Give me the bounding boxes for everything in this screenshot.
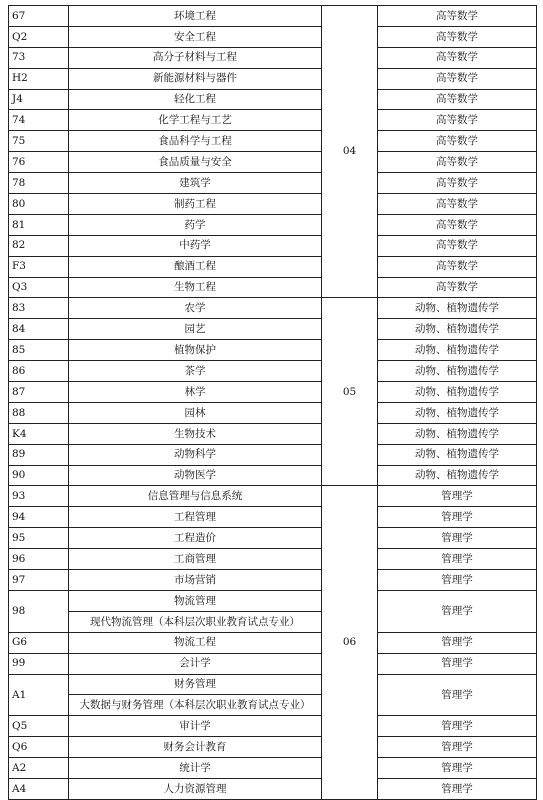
table-row: [9, 68, 537, 89]
major-name: 建筑学: [69, 173, 322, 194]
exam-subject: 高等数学: [378, 131, 537, 152]
table-row: [9, 382, 537, 403]
major-code: 82: [9, 235, 69, 256]
major-name: 安全工程: [69, 26, 322, 47]
table-row: [9, 319, 537, 340]
major-code: 86: [9, 361, 69, 382]
exam-subject: 动物、植物遗传学: [378, 444, 537, 465]
major-code: Q6: [9, 737, 69, 758]
major-name: 食品科学与工程: [69, 131, 322, 152]
major-code: F3: [9, 256, 69, 277]
major-code: 67: [9, 6, 69, 27]
major-code: 89: [9, 444, 69, 465]
major-name: 食品质量与安全: [69, 152, 322, 173]
exam-subject: 管理学: [378, 653, 537, 674]
table-row: [9, 465, 537, 486]
exam-subject: 高等数学: [378, 194, 537, 215]
major-code: H2: [9, 68, 69, 89]
exam-subject: 管理学: [378, 590, 537, 632]
major-code: Q5: [9, 716, 69, 737]
major-code: K4: [9, 423, 69, 444]
major-code: 75: [9, 131, 69, 152]
table-row: [9, 570, 537, 591]
major-code: 99: [9, 653, 69, 674]
exam-subject: 动物、植物遗传学: [378, 361, 537, 382]
table-row: [9, 235, 537, 256]
major-name: 农学: [69, 298, 322, 319]
table-row: [9, 590, 537, 611]
major-code: 90: [9, 465, 69, 486]
exam-subject: 管理学: [378, 632, 537, 653]
major-name: 酿酒工程: [69, 256, 322, 277]
group-code: 06: [322, 486, 378, 799]
group-code: 05: [322, 298, 378, 486]
major-name: 工程造价: [69, 528, 322, 549]
exam-subject: 管理学: [378, 507, 537, 528]
table-row: [9, 758, 537, 779]
major-code: 85: [9, 340, 69, 361]
exam-subject: 管理学: [378, 716, 537, 737]
major-name: 生物工程: [69, 277, 322, 298]
major-name: 植物保护: [69, 340, 322, 361]
major-code: 81: [9, 214, 69, 235]
table-row: [9, 486, 537, 507]
exam-subject: 动物、植物遗传学: [378, 382, 537, 403]
table-row: [9, 6, 537, 27]
table-row: [9, 361, 537, 382]
major-name: 林学: [69, 382, 322, 403]
major-code: 96: [9, 549, 69, 570]
major-code: 80: [9, 194, 69, 215]
major-name: 轻化工程: [69, 89, 322, 110]
major-code: J4: [9, 89, 69, 110]
major-name: 环境工程: [69, 6, 322, 27]
major-name: 财务管理: [69, 674, 322, 695]
major-name: 化学工程与工艺: [69, 110, 322, 131]
table-row: [9, 423, 537, 444]
table-row: [9, 402, 537, 423]
major-code: 76: [9, 152, 69, 173]
major-code: 87: [9, 382, 69, 403]
exam-subject: 管理学: [378, 737, 537, 758]
table-row: [9, 653, 537, 674]
exam-subject: 动物、植物遗传学: [378, 423, 537, 444]
major-name: 园林: [69, 402, 322, 423]
major-name: 市场营销: [69, 570, 322, 591]
major-code: A2: [9, 758, 69, 779]
major-name: 高分子材料与工程: [69, 47, 322, 68]
major-name: 茶学: [69, 361, 322, 382]
major-name: 中药学: [69, 235, 322, 256]
exam-subject: 动物、植物遗传学: [378, 465, 537, 486]
exam-subject: 高等数学: [378, 277, 537, 298]
table-row: [9, 528, 537, 549]
major-code: 95: [9, 528, 69, 549]
major-name: 信息管理与信息系统: [69, 486, 322, 507]
table-row: [9, 737, 537, 758]
exam-subject: 管理学: [378, 778, 537, 799]
major-name: 人力资源管理: [69, 778, 322, 799]
major-code: 97: [9, 570, 69, 591]
table-row: [9, 674, 537, 695]
table-row: [9, 152, 537, 173]
major-name: 会计学: [69, 653, 322, 674]
major-code: 88: [9, 402, 69, 423]
table-row: [9, 256, 537, 277]
exam-subject: 管理学: [378, 528, 537, 549]
exam-subject: 高等数学: [378, 68, 537, 89]
exam-subject: 管理学: [378, 549, 537, 570]
major-code: A4: [9, 778, 69, 799]
exam-subject: 动物、植物遗传学: [378, 402, 537, 423]
major-name: 工商管理: [69, 549, 322, 570]
major-name: 工程管理: [69, 507, 322, 528]
table-row: [9, 549, 537, 570]
exam-subject: 高等数学: [378, 6, 537, 27]
table-row: [9, 47, 537, 68]
table-row: [9, 110, 537, 131]
exam-subject: 高等数学: [378, 47, 537, 68]
table-row: [9, 632, 537, 653]
group-code: 04: [322, 6, 378, 298]
table-row: [9, 173, 537, 194]
table-row: [9, 131, 537, 152]
major-name: 动物科学: [69, 444, 322, 465]
major-name: 审计学: [69, 716, 322, 737]
major-code: 84: [9, 319, 69, 340]
table-row: [9, 298, 537, 319]
major-table-body: [9, 6, 537, 800]
exam-subject: 动物、植物遗传学: [378, 298, 537, 319]
exam-subject: 管理学: [378, 486, 537, 507]
exam-subject: 管理学: [378, 674, 537, 716]
exam-subject: 高等数学: [378, 110, 537, 131]
table-row: [9, 214, 537, 235]
exam-subject: 高等数学: [378, 173, 537, 194]
table-row: [9, 444, 537, 465]
major-name: 物流工程: [69, 632, 322, 653]
major-code: 83: [9, 298, 69, 319]
major-code: 78: [9, 173, 69, 194]
major-name: 大数据与财务管理（本科层次职业教育试点专业）: [69, 695, 322, 716]
exam-subject: 动物、植物遗传学: [378, 319, 537, 340]
major-code: Q2: [9, 26, 69, 47]
exam-subject: 高等数学: [378, 256, 537, 277]
major-name: 动物医学: [69, 465, 322, 486]
major-code: G6: [9, 632, 69, 653]
major-table: [8, 5, 537, 800]
major-name: 制药工程: [69, 194, 322, 215]
major-name: 物流管理: [69, 590, 322, 611]
exam-subject: 管理学: [378, 570, 537, 591]
table-row: [9, 340, 537, 361]
major-code: 73: [9, 47, 69, 68]
table-row: [9, 716, 537, 737]
major-name: 生物技术: [69, 423, 322, 444]
major-name: 新能源材料与器件: [69, 68, 322, 89]
major-name: 统计学: [69, 758, 322, 779]
exam-subject: 高等数学: [378, 89, 537, 110]
major-code: 98: [9, 590, 69, 632]
major-name: 药学: [69, 214, 322, 235]
major-name: 财务会计教育: [69, 737, 322, 758]
major-code: 94: [9, 507, 69, 528]
major-code: 93: [9, 486, 69, 507]
major-code: 74: [9, 110, 69, 131]
table-row: [9, 277, 537, 298]
table-row: [9, 26, 537, 47]
exam-subject: 高等数学: [378, 235, 537, 256]
table-row: [9, 507, 537, 528]
exam-subject: 动物、植物遗传学: [378, 340, 537, 361]
major-code: Q3: [9, 277, 69, 298]
exam-subject: 高等数学: [378, 26, 537, 47]
major-code: A1: [9, 674, 69, 716]
exam-subject: 高等数学: [378, 152, 537, 173]
major-name: 园艺: [69, 319, 322, 340]
table-row: [9, 89, 537, 110]
major-name: 现代物流管理（本科层次职业教育试点专业）: [69, 611, 322, 632]
table-row: [9, 194, 537, 215]
exam-subject: 管理学: [378, 758, 537, 779]
table-row: [9, 778, 537, 799]
exam-subject: 高等数学: [378, 214, 537, 235]
